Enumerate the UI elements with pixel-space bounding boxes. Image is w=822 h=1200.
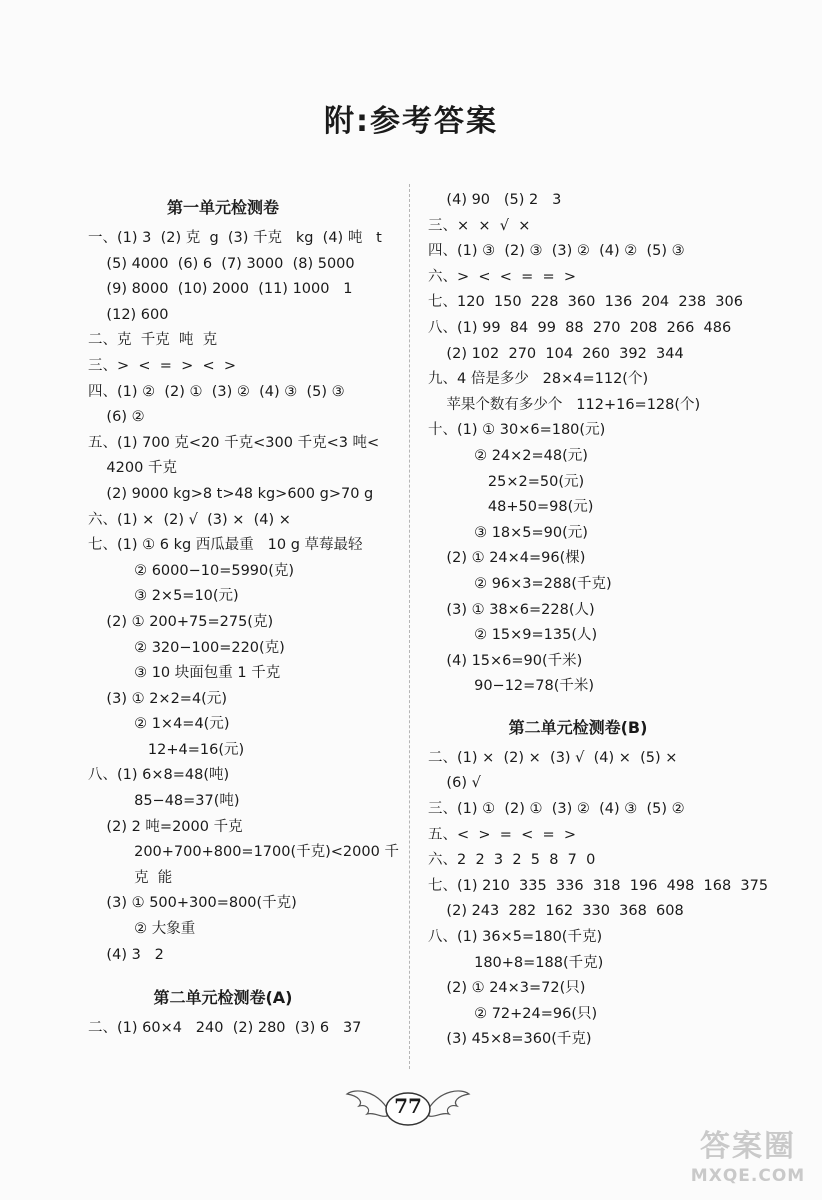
answer-list — [428, 188, 798, 700]
answer-line: (2) 102 270 104 260 392 344 — [428, 345, 684, 362]
answer-line: ② 6000−10=5990(克) — [88, 562, 295, 579]
answer-line: ② 320−100=220(克) — [88, 639, 285, 656]
page-title: 附:参考答案 — [324, 104, 498, 139]
answer-line: (2) 243 282 162 330 368 608 — [428, 903, 684, 920]
right-column — [428, 188, 798, 1053]
answer-line: 七、(1) ① 6 kg 西瓜最重 10 g 草莓最轻 — [88, 537, 363, 554]
watermark-url: MXQE.COM — [690, 1166, 806, 1186]
answer-line: 一、(1) 3 (2) 克 g (3) 千克 kg (4) 吨 t — [88, 230, 382, 246]
answer-line: 90−12=78(千米) — [428, 678, 595, 695]
answer-line: ② 96×3=288(千克) — [428, 575, 612, 592]
answer-line: 苹果个数有多少个 112+16=128(个) — [428, 396, 701, 413]
answer-line: 八、(1) 36×5=180(千克) — [428, 929, 603, 946]
answer-line: (3) ① 38×6=228(人) — [428, 601, 595, 618]
answer-line: 八、(1) 6×8=48(吨) — [88, 767, 230, 784]
answer-line: 九、4 倍是多少 28×4=112(个) — [428, 371, 649, 388]
page-number: 77 — [394, 1094, 422, 1118]
answer-line: 48+50=98(元) — [428, 499, 594, 516]
answer-line: 六、(1) × (2) √ (3) × (4) × — [88, 511, 291, 528]
answer-list — [428, 746, 798, 1053]
answer-list — [88, 226, 399, 968]
answer-line: ③ 2×5=10(元) — [88, 588, 239, 605]
answer-line: (2) ① 200+75=275(克) — [88, 613, 274, 630]
column-divider — [409, 184, 410, 1069]
answer-line: (2) 2 吨=2000 千克 — [88, 818, 243, 835]
answer-line: 二、(1) 60×4 240 (2) 280 (3) 6 37 — [88, 1020, 362, 1037]
page-number-badge — [345, 1080, 471, 1136]
answer-list — [88, 1016, 388, 1042]
answer-line: 200+700+800=1700(千克)<2000 千 — [88, 844, 399, 861]
answer-line: 4200 千克 — [88, 460, 177, 477]
answer-line: 三、× × √ × — [428, 217, 531, 234]
answer-line: (3) 45×8=360(千克) — [428, 1031, 592, 1048]
answer-line: 五、(1) 700 克<20 千克<300 千克<3 吨< — [88, 434, 380, 451]
answer-line: (2) ① 24×4=96(棵) — [428, 550, 586, 567]
answer-line: 85−48=37(吨) — [88, 793, 240, 810]
answer-line: (4) 90 (5) 2 3 — [428, 192, 562, 208]
answer-line: 八、(1) 99 84 99 88 270 208 266 486 — [428, 319, 732, 336]
answer-line: ③ 18×5=90(元) — [428, 524, 588, 541]
answer-line: ② 72+24=96(只) — [428, 1005, 598, 1022]
answer-line: (6) √ — [428, 775, 481, 792]
section-title: 第二单元检测卷(B) — [508, 717, 648, 737]
answer-line: 四、(1) ② (2) ① (3) ② (4) ③ (5) ③ — [88, 383, 345, 400]
answer-line: (2) 9000 kg>8 t>48 kg>600 g>70 g — [88, 485, 374, 502]
answer-line: (12) 600 — [88, 306, 169, 323]
watermark-logo: 答案圈 — [700, 1129, 796, 1164]
left-column — [88, 188, 399, 1042]
answer-line: (4) 15×6=90(千米) — [428, 652, 583, 669]
answer-line: 二、克 千克 吨 克 — [88, 332, 218, 349]
answer-line: 12+4=16(元) — [88, 741, 245, 758]
answer-line: 七、(1) 210 335 336 318 196 498 168 375 — [428, 877, 769, 894]
answer-line: 七、120 150 228 360 136 204 238 306 — [428, 294, 743, 311]
answer-line: 25×2=50(元) — [428, 473, 585, 490]
answer-line: ③ 10 块面包重 1 千克 — [88, 665, 281, 682]
answer-line: 180+8=188(千克) — [428, 954, 604, 971]
answer-line: 四、(1) ③ (2) ③ (3) ② (4) ② (5) ③ — [428, 243, 685, 260]
answer-line: ② 24×2=48(元) — [428, 447, 588, 464]
answer-line: ② 大象重 — [88, 921, 196, 938]
answer-line: (6) ② — [88, 409, 145, 426]
answer-line: 三、(1) ① (2) ① (3) ② (4) ③ (5) ② — [428, 801, 685, 818]
answer-line: (4) 3 2 — [88, 946, 164, 963]
answer-line: 十、(1) ① 30×6=180(元) — [428, 422, 606, 439]
answer-line: 五、< > = < = > — [428, 826, 576, 843]
answer-line: (5) 4000 (6) 6 (7) 3000 (8) 5000 — [88, 255, 355, 272]
answer-line: (9) 8000 (10) 2000 (11) 1000 1 — [88, 281, 353, 298]
answer-line: 六、2 2 3 2 5 8 7 0 — [428, 852, 596, 869]
answer-line: (2) ① 24×3=72(只) — [428, 980, 586, 997]
watermark — [684, 1128, 812, 1190]
answer-line: 六、> < < = = > — [428, 268, 576, 285]
section-title: 第二单元检测卷(A) — [153, 988, 293, 1008]
answer-line: (3) ① 500+300=800(千克) — [88, 895, 297, 912]
section-title: 第一单元检测卷 — [166, 198, 279, 217]
answer-line: 克 能 — [88, 869, 173, 886]
answer-line: (3) ① 2×2=4(元) — [88, 690, 227, 707]
answer-line: ② 15×9=135(人) — [428, 627, 598, 644]
answer-line: ② 1×4=4(元) — [88, 716, 230, 733]
answer-line: 三、> < = > < > — [88, 357, 236, 374]
answer-line: 二、(1) × (2) × (3) √ (4) × (5) × — [428, 749, 678, 766]
